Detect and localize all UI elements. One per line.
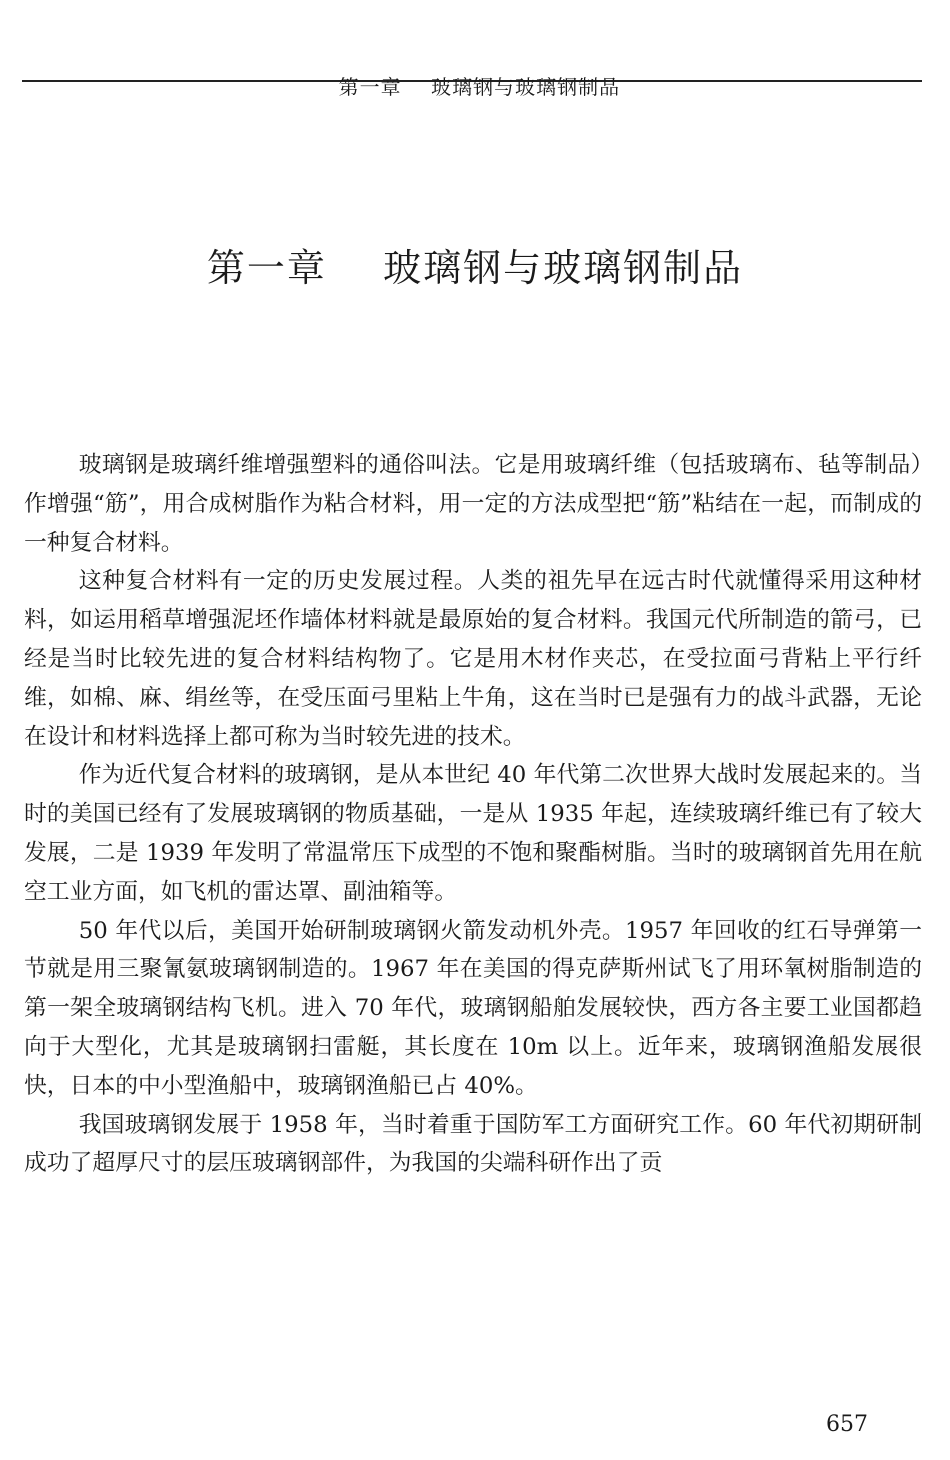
paragraph: 这种复合材料有一定的历史发展过程。人类的祖先早在远古时代就懂得采用这种材料，如运用稻草增强泥坯作墙体材料就是最原始的复合材料。我国元代所制造的箭弓，已经是当时比较先进的复合材料结构物了。它是用木材作夹芯，在受拉面弓背粘上平行纤维，如棉、麻、绢丝等，在受压面弓里粘上牛角，这在当时已是强有力的战斗武器，无论在设计和材料选择上都可称为当时较先进的技术。 xyxy=(24,568,922,750)
paragraph: 50 年代以后，美国开始研制玻璃钢火箭发动机外壳。1957 年回收的红石导弹第一节就是用三聚氰氨玻璃钢制造的。1967 年在美国的得克萨斯州试飞了用环氧树脂制造的第一架全玻璃钢结构飞机。进入 70 年代，玻璃钢船舶发展较快，西方各主要工业国都趋向于大型化，尤其是玻璃钢扫雷艇，其长度在 10m 以上。近年来，玻璃钢渔船发展很快，日本的中小型渔船中，玻璃钢渔船已占 40%。 xyxy=(24,917,922,1099)
running-header-title: 第一章 玻璃钢与玻璃钢制品 xyxy=(338,75,621,99)
paragraph: 我国玻璃钢发展于 1958 年，当时着重于国防军工方面研究工作。60 年代初期研制成功了超厚尺寸的层压玻璃钢部件，为我国的尖端科研作出了贡 xyxy=(24,1111,922,1177)
paragraph: 玻璃钢是玻璃纤维增强塑料的通俗叫法。它是用玻璃纤维（包括玻璃布、毡等制品）作增强“筋”，用合成树脂作为粘合材料，用一定的方法成型把“筋”粘结在一起，而制成的一种复合材料。 xyxy=(24,452,922,556)
chapter-title: 第一章 玻璃钢与玻璃钢制品 xyxy=(206,246,744,290)
running-header xyxy=(22,36,922,99)
paragraph: 作为近代复合材料的玻璃钢，是从本世纪 40 年代第二次世界大战时发展起来的。当时的美国已经有了发展玻璃钢的物质基础，一是从 1935 年起，连续玻璃纤维已有了较大发展，二是 1939 年发明了常温常压下成型的不饱和聚酯树脂。当时的玻璃钢首先用在航空工业方面，如飞机的雷达罩、副油箱等。 xyxy=(24,762,922,905)
page-number: 657 xyxy=(826,1412,868,1437)
body-text xyxy=(24,446,922,1183)
